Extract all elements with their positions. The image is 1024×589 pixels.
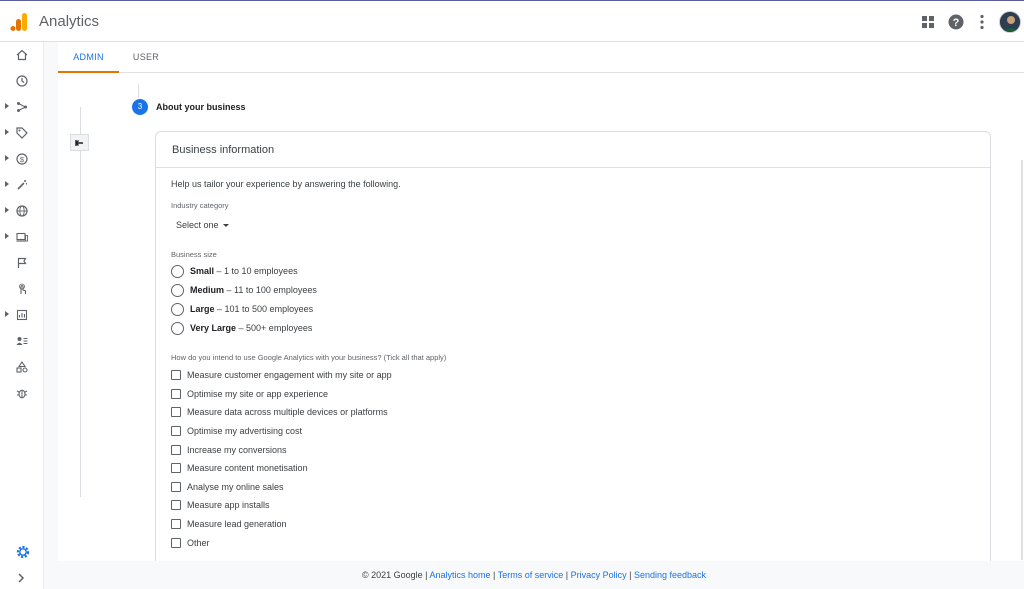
report-icon	[16, 309, 28, 321]
checkbox[interactable]	[171, 463, 181, 473]
shapes-icon	[16, 361, 28, 373]
nav-item-tags[interactable]	[0, 123, 44, 145]
checkbox-label: Increase my conversions	[187, 445, 287, 455]
industry-category-value: Select one	[176, 220, 219, 230]
checkbox-label: Optimise my advertising cost	[187, 426, 303, 436]
back-arrow-icon	[71, 135, 88, 150]
more-vert-icon[interactable]	[973, 13, 991, 31]
expand-caret-icon	[5, 233, 9, 239]
home-icon	[16, 49, 28, 61]
avatar[interactable]	[999, 11, 1021, 33]
intro-text: Help us tailor your experience by answering the following.	[171, 179, 401, 189]
share-icon	[16, 101, 28, 113]
card-header	[156, 132, 990, 168]
user-list-icon	[16, 335, 28, 347]
tab-user[interactable]: USER	[132, 52, 160, 62]
nav-item-devices[interactable]	[0, 227, 44, 249]
svg-text:$: $	[19, 154, 25, 164]
analytics-home-link[interactable]: Analytics home	[429, 570, 491, 580]
terms-of-service-link[interactable]: Terms of service	[497, 570, 564, 580]
radio-label: Very Large – 500+ employees	[190, 323, 313, 333]
nav-item-realtime[interactable]	[0, 71, 44, 93]
back-button[interactable]	[70, 134, 89, 151]
checkbox[interactable]	[171, 426, 181, 436]
svg-text:?: ?	[952, 17, 960, 29]
checkbox-label: Measure data across multiple devices or platforms	[187, 407, 388, 417]
nav-item-world[interactable]	[0, 201, 44, 223]
checkbox[interactable]	[171, 445, 181, 455]
industry-category-label: Industry category	[171, 201, 229, 210]
nav-item-home[interactable]	[0, 45, 44, 67]
nav-item-reports[interactable]	[0, 305, 44, 327]
footer-separator: |	[490, 570, 498, 580]
checkbox[interactable]	[171, 389, 181, 399]
business-size-label: Business size	[171, 250, 217, 259]
radio-button[interactable]	[171, 303, 184, 316]
expand-caret-icon	[5, 129, 9, 135]
checkbox-label: Measure content monetisation	[187, 463, 308, 473]
usage-question-label: How do you intend to use Google Analytics with your business? (Tick all that apply)	[171, 353, 447, 362]
devices-icon	[16, 231, 28, 243]
privacy-policy-link[interactable]: Privacy Policy	[570, 570, 627, 580]
checkbox[interactable]	[171, 538, 181, 548]
checkbox[interactable]	[171, 370, 181, 380]
card-title: Business information	[172, 144, 275, 156]
expand-caret-icon	[5, 181, 9, 187]
footer	[44, 561, 1024, 589]
apps-grid-icon[interactable]	[919, 13, 937, 31]
footer-separator: |	[626, 570, 634, 580]
checkbox-label: Other	[187, 538, 210, 548]
checkbox[interactable]	[171, 482, 181, 492]
checkbox[interactable]	[171, 500, 181, 510]
top-bar	[0, 0, 1024, 42]
side-navigation	[0, 42, 44, 589]
nav-item-explore[interactable]	[0, 357, 44, 379]
copyright-text: © 2021 Google	[361, 570, 423, 580]
nav-item-events[interactable]	[0, 253, 44, 275]
nav-item-engagement[interactable]	[0, 279, 44, 301]
checkbox[interactable]	[171, 407, 181, 417]
checkbox-label: Measure customer engagement with my site or app	[187, 370, 392, 380]
app-title[interactable]: Analytics	[39, 13, 100, 30]
radio-label: Small – 1 to 10 employees	[190, 266, 298, 276]
footer-separator: |	[422, 570, 430, 580]
settings-gear-icon[interactable]	[14, 543, 32, 561]
tab-admin[interactable]: ADMIN	[58, 42, 119, 73]
step-connector-line	[80, 107, 81, 497]
analytics-logo-icon[interactable]	[10, 12, 28, 32]
expand-caret-icon	[5, 311, 9, 317]
industry-category-select[interactable]	[176, 220, 229, 230]
step-number-badge: 3	[132, 99, 148, 115]
checkbox-label: Measure app installs	[187, 500, 270, 510]
step-connector-line	[138, 84, 139, 98]
admin-user-tabs	[58, 42, 1024, 73]
globe-icon	[16, 205, 28, 217]
dropdown-caret-icon	[223, 224, 229, 227]
nav-item-user-explorer[interactable]	[0, 331, 44, 353]
bug-icon	[16, 387, 28, 399]
expand-caret-icon	[5, 207, 9, 213]
nav-item-monetisation[interactable]	[0, 149, 44, 171]
user-photo	[1000, 12, 1021, 33]
radio-button[interactable]	[171, 322, 184, 335]
radio-button[interactable]	[171, 284, 184, 297]
nav-item-debug[interactable]	[0, 383, 44, 405]
checkbox-label: Analyse my online sales	[187, 482, 284, 492]
expand-caret-icon	[5, 155, 9, 161]
dollar-icon	[16, 153, 28, 165]
radio-button[interactable]	[171, 265, 184, 278]
clock-icon	[16, 75, 28, 87]
nav-item-conversions[interactable]	[0, 175, 44, 197]
footer-separator: |	[563, 570, 571, 580]
scrollbar-track[interactable]	[1021, 160, 1023, 560]
checkbox-label: Optimise my site or app experience	[187, 389, 329, 399]
tag-icon	[16, 127, 28, 139]
flag-icon	[16, 257, 28, 269]
checkbox[interactable]	[171, 519, 181, 529]
touch-icon	[16, 283, 28, 295]
sending-feedback-link[interactable]: Sending feedback	[633, 570, 707, 580]
help-icon[interactable]	[947, 13, 965, 31]
expand-caret-icon	[5, 103, 9, 109]
step-title: About your business	[156, 102, 246, 112]
radio-label: Medium – 11 to 100 employees	[190, 285, 317, 295]
expand-nav-chevron-icon[interactable]	[15, 572, 27, 584]
checkbox-label: Measure lead generation	[187, 519, 287, 529]
business-information-card	[155, 131, 991, 571]
radio-label: Large – 101 to 500 employees	[190, 304, 314, 314]
nav-item-audience[interactable]	[0, 97, 44, 119]
wand-icon	[16, 179, 28, 191]
